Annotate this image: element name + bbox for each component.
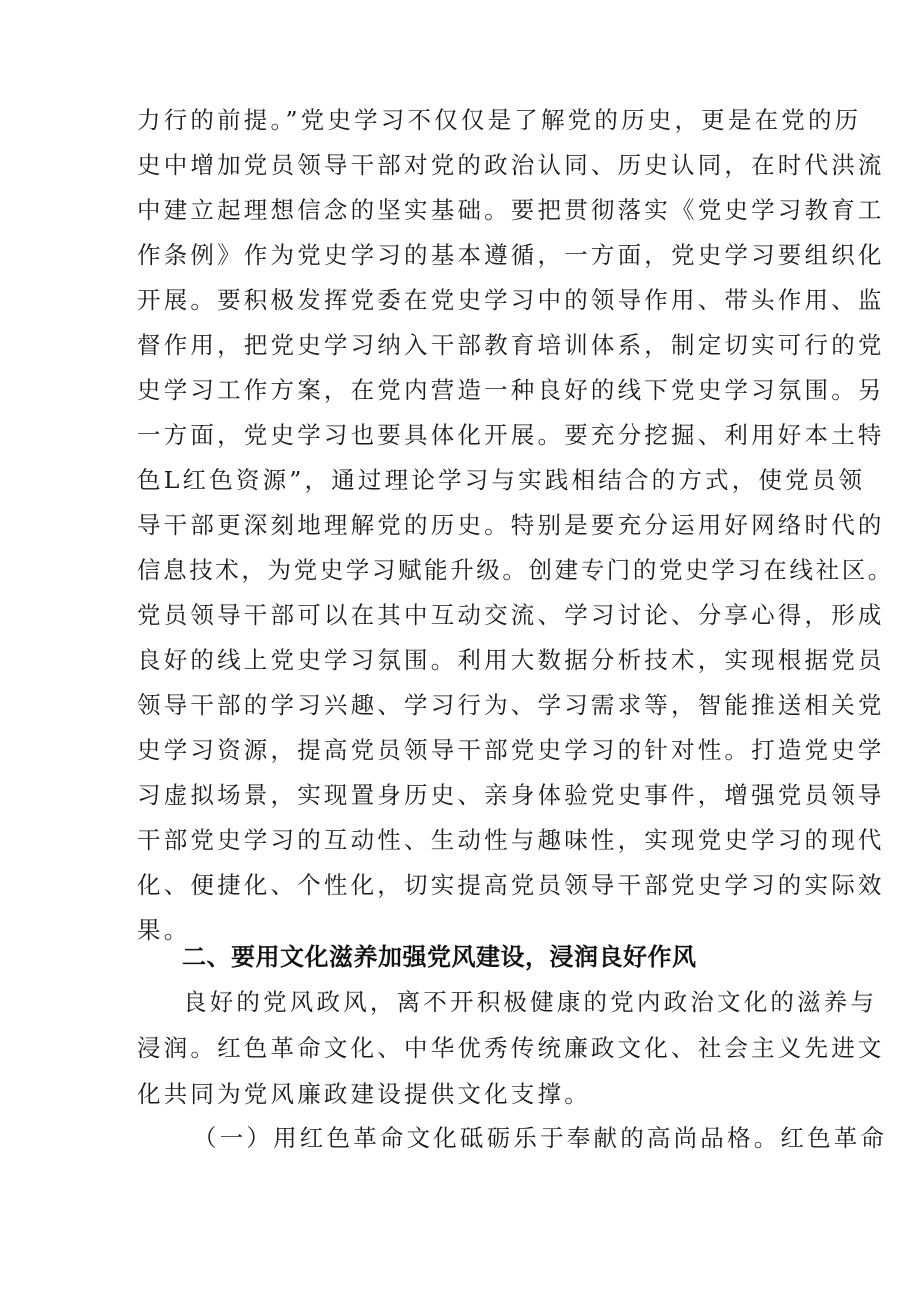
paragraph-line: 史学习工作方案，在党内营造一种良好的线下党史学习氛围。另	[137, 376, 885, 404]
paragraph-line: 浸润。红色革命文化、中华优秀传统廉政文化、社会主义先进文	[137, 1034, 885, 1062]
paragraph-line: 良好的党风政风，离不开积极健康的党内政治文化的滋养与	[183, 988, 878, 1016]
paragraph-line: 督作用，把党史学习纳入干部教育培训体系，制定切实可行的党	[137, 331, 885, 359]
paragraph-line: 一方面，党史学习也要具体化开展。要充分挖掘、利用好本土特	[137, 421, 885, 449]
paragraph-line: 力行的前提。”党史学习不仅仅是了解党的历史，更是在党的历	[137, 106, 862, 134]
paragraph-line: 党员领导干部可以在其中互动交流、学习讨论、分享心得，形成	[137, 601, 885, 629]
paragraph-line: 习虚拟场景，实现置身历史、亲身体验党史事件，增强党员领导	[137, 781, 885, 809]
subsection-line: （一）用红色革命文化砥砺乐于奉献的高尚品格。红色革命	[193, 1124, 888, 1152]
paragraph-line: 果。	[137, 916, 191, 944]
paragraph-line: 色L红色资源”，通过理论学习与实践相结合的方式，使党员领	[137, 466, 866, 494]
paragraph-line: 史中增加党员领导干部对党的政治认同、历史认同，在时代洪流	[137, 151, 885, 179]
paragraph-line: 良好的线上党史学习氛围。利用大数据分析技术，实现根据党员	[137, 646, 885, 674]
section-heading: 二、要用文化滋养加强党风建设，浸润良好作风	[182, 943, 697, 971]
paragraph-line: 史学习资源，提高党员领导干部党史学习的针对性。打造党史学	[137, 736, 885, 764]
paragraph-line: 开展。要积极发挥党委在党史学习中的领导作用、带头作用、监	[137, 286, 885, 314]
paragraph-line: 干部党史学习的互动性、生动性与趣味性，实现党史学习的现代	[137, 826, 885, 854]
paragraph-line: 化共同为党风廉政建设提供文化支撑。	[137, 1080, 591, 1108]
paragraph-line: 中建立起理想信念的坚实基础。要把贯彻落实《党史学习教育工	[137, 196, 885, 224]
paragraph-line: 领导干部的学习兴趣、学习行为、学习需求等，智能推送相关党	[137, 691, 885, 719]
paragraph-line: 导干部更深刻地理解党的历史。特别是要充分运用好网络时代的	[137, 511, 885, 539]
paragraph-line: 信息技术，为党史学习赋能升级。创建专门的党史学习在线社区。	[137, 556, 894, 584]
paragraph-line: 作条例》作为党史学习的基本遵循，一方面，党史学习要组织化	[137, 241, 885, 269]
paragraph-line: 化、便捷化、个性化，切实提高党员领导干部党史学习的实际效	[137, 871, 885, 899]
